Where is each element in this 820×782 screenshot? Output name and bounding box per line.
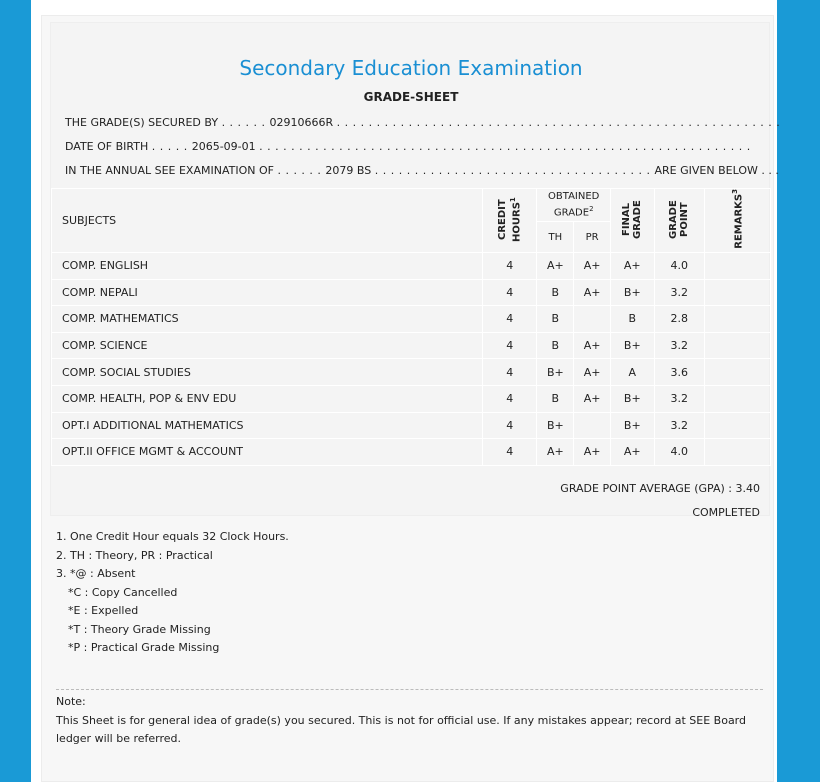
cell-pr: A+ — [574, 332, 611, 359]
cell-th: A+ — [537, 439, 574, 466]
cell-th: B+ — [537, 412, 574, 439]
info-exam-line: IN THE ANNUAL SEE EXAMINATION OF . . . . . . 2079 BS . . . . . . . . . . . . . . . . . . . . . . . . . . . . . . . . . . . ARE GIVEN BELOW . . . — [65, 164, 779, 177]
cell-remarks — [705, 279, 771, 306]
footnote-item: 3. *@ : Absent — [56, 567, 136, 580]
result-status: COMPLETED — [692, 506, 760, 519]
cell-credit: 4 — [483, 385, 537, 412]
cell-gp: 3.6 — [654, 359, 704, 386]
cell-credit: 4 — [483, 359, 537, 386]
sheet-subtitle: GRADE-SHEET — [363, 90, 459, 104]
header-pr: PR — [574, 222, 611, 253]
table-row — [52, 306, 771, 333]
grade-secured-label: THE GRADE(S) SECURED BY — [65, 116, 219, 129]
cell-gp: 2.8 — [654, 306, 704, 333]
cell-pr: A+ — [574, 385, 611, 412]
note-text: This Sheet is for general idea of grade(s) you secured. This is not for official use. If any mistakes appear; record at SEE Board ledger will be referred. — [56, 713, 746, 745]
footnote-item: *E : Expelled — [68, 604, 139, 617]
footnotes — [56, 528, 289, 658]
cell-pr — [574, 412, 611, 439]
cell-gp: 3.2 — [654, 412, 704, 439]
header-subjects-label: SUBJECTS — [62, 214, 117, 227]
cell-subject: COMP. ENGLISH — [52, 253, 483, 280]
table-row — [52, 253, 771, 280]
grade-sheet — [41, 15, 781, 782]
cell-gp: 3.2 — [654, 279, 704, 306]
cell-pr — [574, 306, 611, 333]
exam-year: 2079 BS — [325, 164, 372, 177]
cell-credit: 4 — [483, 306, 537, 333]
cell-th: B — [537, 385, 574, 412]
cell-gp: 4.0 — [654, 253, 704, 280]
cell-final: A+ — [611, 439, 655, 466]
cell-gp: 3.2 — [654, 385, 704, 412]
cell-gp: 4.0 — [654, 439, 704, 466]
cell-remarks — [705, 385, 771, 412]
dob-value: 2065-09-01 — [191, 140, 256, 153]
cell-remarks — [705, 439, 771, 466]
exam-label: IN THE ANNUAL SEE EXAMINATION OF — [65, 164, 274, 177]
cell-th: B+ — [537, 359, 574, 386]
cell-pr: A+ — [574, 253, 611, 280]
header-th: TH — [537, 222, 574, 253]
cell-credit: 4 — [483, 439, 537, 466]
gpa-value: GRADE POINT AVERAGE (GPA) : 3.40 — [560, 482, 760, 495]
cell-final: B — [611, 306, 655, 333]
info-dob-line: DATE OF BIRTH . . . . . 2065-09-01 . . . . . . . . . . . . . . . . . . . . . . . . . . . . . . . . . . . . . . . . . . . . . . . . . . . . . . . . . . . . . . — [65, 140, 751, 153]
cell-pr: A+ — [574, 359, 611, 386]
header-subjects — [52, 189, 483, 253]
table-row — [52, 385, 771, 412]
cell-credit: 4 — [483, 332, 537, 359]
exam-title: Secondary Education Examination — [239, 56, 583, 80]
cell-final: B+ — [611, 279, 655, 306]
header-grade-point-label: GRADE POINT — [668, 199, 691, 239]
header-remarks-label: REMARKS — [733, 194, 745, 249]
cell-th: B — [537, 306, 574, 333]
cell-credit: 4 — [483, 412, 537, 439]
note-divider — [56, 689, 763, 690]
footnote-item: *P : Practical Grade Missing — [68, 641, 220, 654]
symbol-number: 02910666R — [269, 116, 334, 129]
cell-final: A+ — [611, 253, 655, 280]
cell-th: B — [537, 279, 574, 306]
footnote-item: 1. One Credit Hour equals 32 Clock Hours. — [56, 530, 289, 543]
table-row — [52, 359, 771, 386]
cell-gp: 3.2 — [654, 332, 704, 359]
cell-credit: 4 — [483, 253, 537, 280]
cell-remarks — [705, 253, 771, 280]
footnote-ref-3: 3 — [731, 189, 740, 194]
cell-pr: A+ — [574, 439, 611, 466]
cell-remarks — [705, 412, 771, 439]
header-remarks — [705, 189, 771, 253]
cell-subject: OPT.I ADDITIONAL MATHEMATICS — [52, 412, 483, 439]
table-row — [52, 279, 771, 306]
grade-sheet-main — [50, 22, 781, 519]
cell-final: B+ — [611, 412, 655, 439]
cell-credit: 4 — [483, 279, 537, 306]
dob-label: DATE OF BIRTH — [65, 140, 149, 153]
grades-table — [51, 188, 771, 466]
table-header-row — [52, 189, 771, 222]
cell-subject: OPT.II OFFICE MGMT & ACCOUNT — [52, 439, 483, 466]
cell-final: B+ — [611, 385, 655, 412]
header-final-grade — [611, 189, 655, 253]
header-obtained-grade-label: OBTAINED GRADE — [548, 191, 600, 219]
header-grade-point — [654, 189, 704, 253]
cell-final: B+ — [611, 332, 655, 359]
cell-remarks — [705, 306, 771, 333]
cell-final: A — [611, 359, 655, 386]
footnote-ref-1: 1 — [509, 196, 518, 202]
cell-th: A+ — [537, 253, 574, 280]
footnote-item: *T : Theory Grade Missing — [68, 622, 211, 636]
cell-remarks — [705, 332, 771, 359]
header-final-grade-label: FINAL GRADE — [621, 199, 644, 239]
exam-suffix: ARE GIVEN BELOW . . . — [654, 164, 779, 177]
page — [31, 0, 781, 782]
table-row — [52, 412, 771, 439]
footnote-ref-2: 2 — [589, 205, 594, 214]
footnote-item: 2. TH : Theory, PR : Practical — [56, 548, 213, 562]
cell-subject: COMP. NEPALI — [52, 279, 483, 306]
header-credit-hours-label: CREDIT HOURS — [497, 198, 523, 242]
cell-remarks — [705, 359, 771, 386]
info-symbol-line: THE GRADE(S) SECURED BY . . . . . . 02910666R . . . . . . . . . . . . . . . . . . . . . . . . . . . . . . . . . . . . . . . . . . . . . . . . . . . . . . . . — [65, 116, 781, 129]
cell-pr: A+ — [574, 279, 611, 306]
note-block — [56, 693, 756, 749]
header-credit-hours — [483, 189, 537, 253]
cell-th: B — [537, 332, 574, 359]
cell-subject: COMP. SOCIAL STUDIES — [52, 359, 483, 386]
footnote-item: *C : Copy Cancelled — [68, 585, 178, 599]
note-label: Note: — [56, 695, 86, 708]
table-row — [52, 439, 771, 466]
cell-subject: COMP. MATHEMATICS — [52, 306, 483, 333]
table-row — [52, 332, 771, 359]
cell-subject: COMP. HEALTH, POP & ENV EDU — [52, 385, 483, 412]
cell-subject: COMP. SCIENCE — [52, 332, 483, 359]
header-obtained-grade — [537, 189, 611, 222]
